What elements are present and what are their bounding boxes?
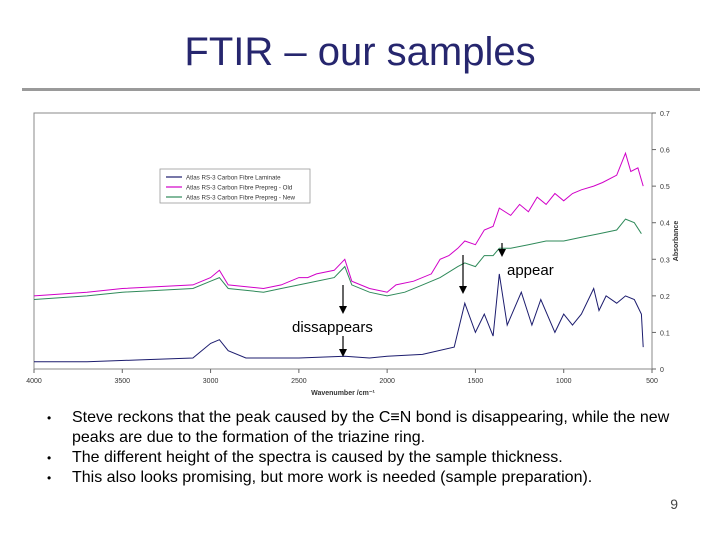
appear-label: appear xyxy=(507,262,554,279)
y-tick-label: 0.2 xyxy=(660,293,670,301)
y-tick-label: 0 xyxy=(660,367,664,374)
x-tick-label: 1500 xyxy=(467,378,484,385)
bullet-item xyxy=(47,408,695,448)
bullet-item xyxy=(47,468,695,488)
x-tick-label: 1000 xyxy=(555,378,572,385)
x-tick-label: 500 xyxy=(646,378,658,385)
y-tick-label: 0.3 xyxy=(660,257,670,265)
y-tick-label: 0.1 xyxy=(660,330,670,338)
x-tick-label: 2500 xyxy=(291,378,307,385)
disappears-label: dissappears xyxy=(292,319,373,336)
y-tick-label: 0.4 xyxy=(660,220,670,228)
page-number: 9 xyxy=(670,496,678,512)
bullet-dot: • xyxy=(47,451,52,465)
x-tick-label: 4000 xyxy=(26,378,42,385)
y-tick-label: 0.6 xyxy=(660,147,670,155)
bullet-list xyxy=(47,408,695,488)
x-tick-label: 3500 xyxy=(114,378,131,385)
y-tick-label: 0.7 xyxy=(660,111,670,118)
legend-label: Atlas RS-3 Carbon Fibre Laminate xyxy=(186,174,281,182)
bullet-text: The different height of the spectra is caused by the sample thickness. xyxy=(72,449,563,466)
legend-label: Atlas RS-3 Carbon Fibre Prepreg - Old xyxy=(186,184,293,192)
slide-title: FTIR – our samples xyxy=(184,30,536,74)
bullet-dot: • xyxy=(47,471,52,485)
y-tick-label: 0.5 xyxy=(660,184,670,192)
bullet-text: This also looks promising, but more work is needed (sample preparation). xyxy=(72,469,593,486)
x-tick-label: 2000 xyxy=(379,378,395,385)
x-axis xyxy=(26,369,658,395)
bullet-text: Steve reckons that the peak caused by the C≡N bond is disappearing, while the new peaks are due to the formation of the triazine ring. xyxy=(72,409,670,446)
y-axis-label: Absorbance xyxy=(673,220,680,262)
ftir-chart xyxy=(0,95,700,395)
legend-label: Atlas RS-3 Carbon Fibre Prepreg - New xyxy=(186,194,296,202)
x-tick-label: 3000 xyxy=(202,378,219,385)
bullet-item xyxy=(47,448,695,468)
title-divider xyxy=(22,88,700,91)
y-axis xyxy=(652,111,680,374)
bullet-dot: • xyxy=(47,411,52,425)
x-axis-label: Wavenumber /cm⁻¹ xyxy=(311,390,375,395)
legend xyxy=(160,169,310,203)
